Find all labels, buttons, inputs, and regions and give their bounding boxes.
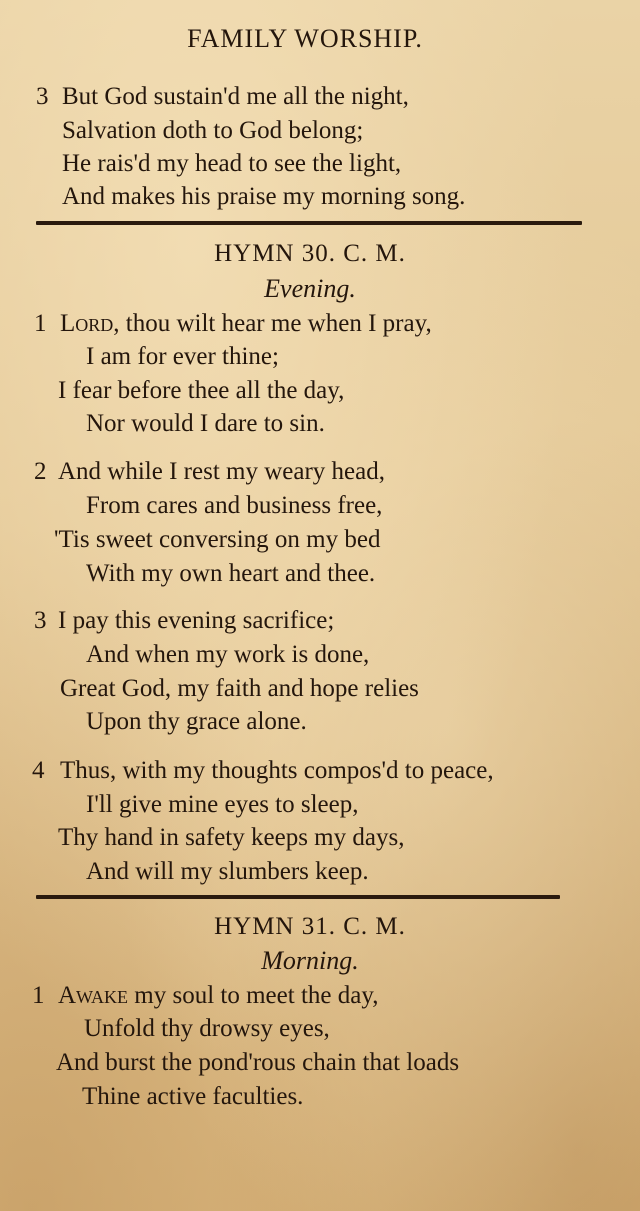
stanza-number: 3 — [36, 83, 49, 110]
verse-line: I pay this evening sacrifice; — [58, 607, 335, 634]
verse-line — [58, 981, 378, 1011]
verse-line: He rais'd my head to see the light, — [62, 150, 402, 177]
verse-line: Upon thy grace alone. — [86, 708, 307, 735]
verse-line: From cares and business free, — [86, 492, 383, 519]
hymn-subtitle: Morning. — [261, 946, 359, 975]
stanza-number: 1 — [32, 982, 45, 1009]
first-word: Lord, — [60, 310, 120, 337]
running-header: FAMILY WORSHIP. — [187, 24, 423, 53]
verse-line — [60, 309, 432, 339]
section-rule — [36, 221, 582, 225]
section-rule — [36, 895, 560, 899]
verse-line: And makes his praise my morning song. — [62, 183, 466, 210]
verse-line: I am for ever thine; — [86, 343, 279, 370]
verse-line: Unfold thy drowsy eyes, — [84, 1015, 330, 1042]
verse-line: Thy hand in safety keeps my days, — [58, 824, 405, 851]
verse-line: I'll give mine eyes to sleep, — [86, 791, 359, 818]
verse-line: And when my work is done, — [86, 641, 370, 668]
stanza-number: 1 — [34, 310, 47, 337]
verse-line: Thus, with my thoughts compos'd to peace, — [60, 757, 494, 784]
verse-line: With my own heart and thee. — [86, 560, 376, 587]
verse-line: But God sustain'd me all the night, — [62, 83, 409, 110]
first-line-rest: my soul to meet the day, — [128, 982, 379, 1009]
verse-line: I fear before thee all the day, — [58, 377, 345, 404]
stanza-number: 4 — [32, 757, 45, 784]
verse-line: Thine active faculties. — [82, 1083, 304, 1110]
hymn-title: HYMN 30. C. M. — [214, 240, 406, 267]
hymn-title: HYMN 31. C. M. — [214, 913, 406, 940]
first-line-rest: thou wilt hear me when I pray, — [119, 310, 432, 337]
verse-line: Salvation doth to God belong; — [62, 117, 364, 144]
verse-line: And while I rest my weary head, — [58, 458, 385, 485]
first-word: Awake — [58, 982, 129, 1009]
hymn-subtitle: Evening. — [264, 274, 356, 303]
verse-line: 'Tis sweet conversing on my bed — [54, 526, 381, 553]
verse-line: Nor would I dare to sin. — [86, 410, 325, 437]
verse-line: And will my slumbers keep. — [86, 858, 369, 885]
verse-line: Great God, my faith and hope relies — [60, 675, 419, 702]
stanza-number: 2 — [34, 458, 47, 485]
verse-line: And burst the pond'rous chain that loads — [56, 1049, 460, 1076]
stanza-number: 3 — [34, 607, 47, 634]
